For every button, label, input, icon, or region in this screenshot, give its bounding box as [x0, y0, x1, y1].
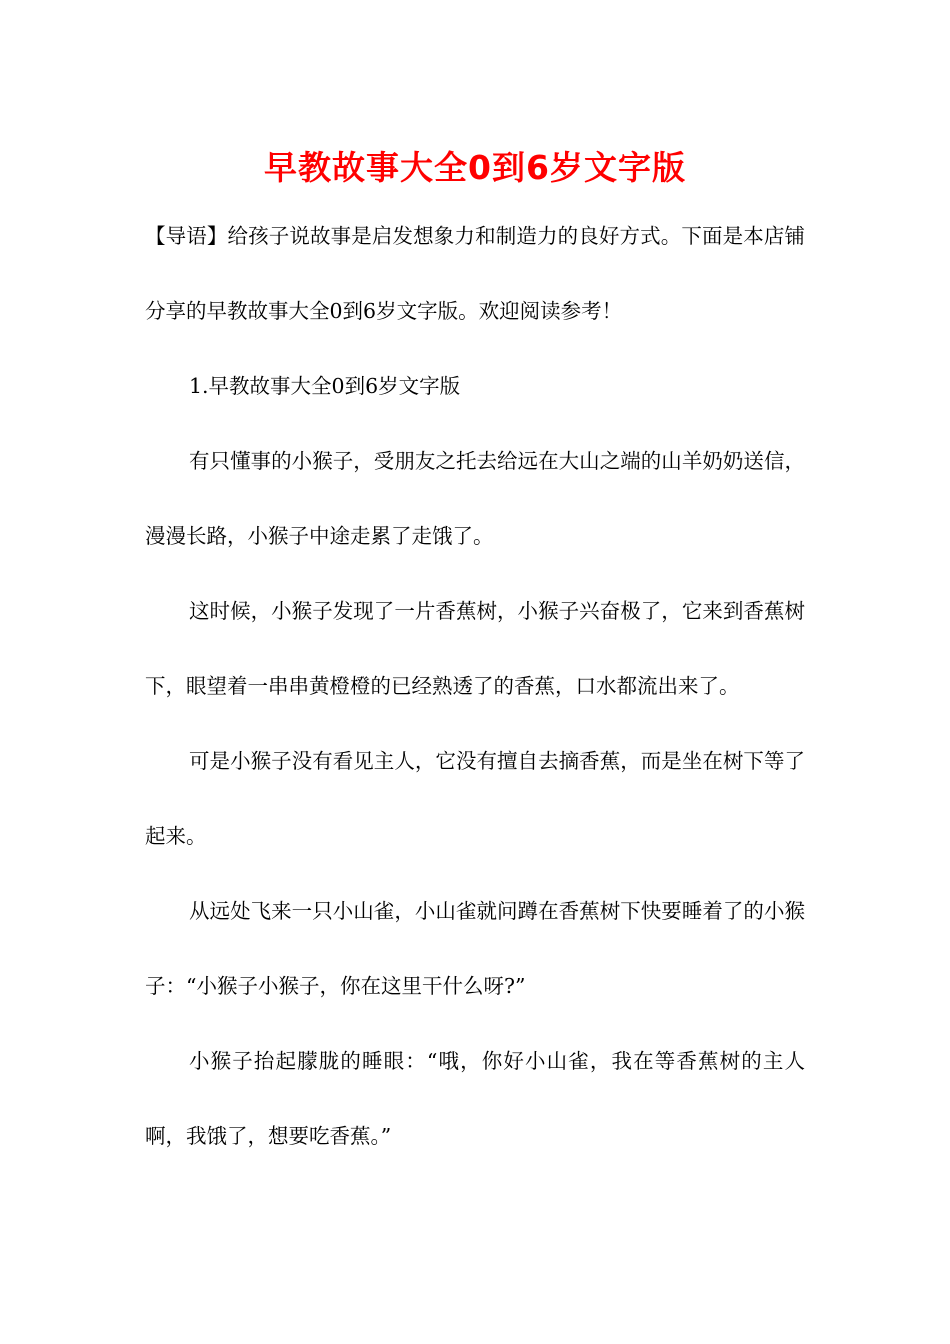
story-paragraph: 可是小猴子没有看见主人，它没有擅自去摘香蕉，而是坐在树下等了起来。	[145, 749, 805, 848]
story-paragraph: 从远处飞来一只小山雀，小山雀就问蹲在香蕉树下快要睡着了的小猴子：“小猴子小猴子，你在这里干什么呀?”	[145, 899, 805, 998]
story-paragraph: 小猴子抬起朦胧的睡眼：“哦，你好小山雀，我在等香蕉树的主人啊，我饿了，想要吃香蕉。”	[145, 1049, 805, 1148]
story-paragraph: 这时候，小猴子发现了一片香蕉树，小猴子兴奋极了，它来到香蕉树下，眼望着一串串黄橙橙的已经熟透了的香蕉，口水都流出来了。	[145, 599, 805, 698]
document-body	[145, 199, 805, 1174]
section-heading: 1.早教故事大全0到6岁文字版	[189, 374, 461, 398]
document-title: 早教故事大全0到6岁文字版	[264, 148, 686, 187]
story-paragraph: 有只懂事的小猴子，受朋友之托去给远在大山之端的山羊奶奶送信，漫漫长路，小猴子中途走累了走饿了。	[145, 449, 805, 548]
intro-paragraph: 【导语】给孩子说故事是启发想象力和制造力的良好方式。下面是本店铺分享的早教故事大全0到6岁文字版。欢迎阅读参考！	[145, 224, 805, 323]
